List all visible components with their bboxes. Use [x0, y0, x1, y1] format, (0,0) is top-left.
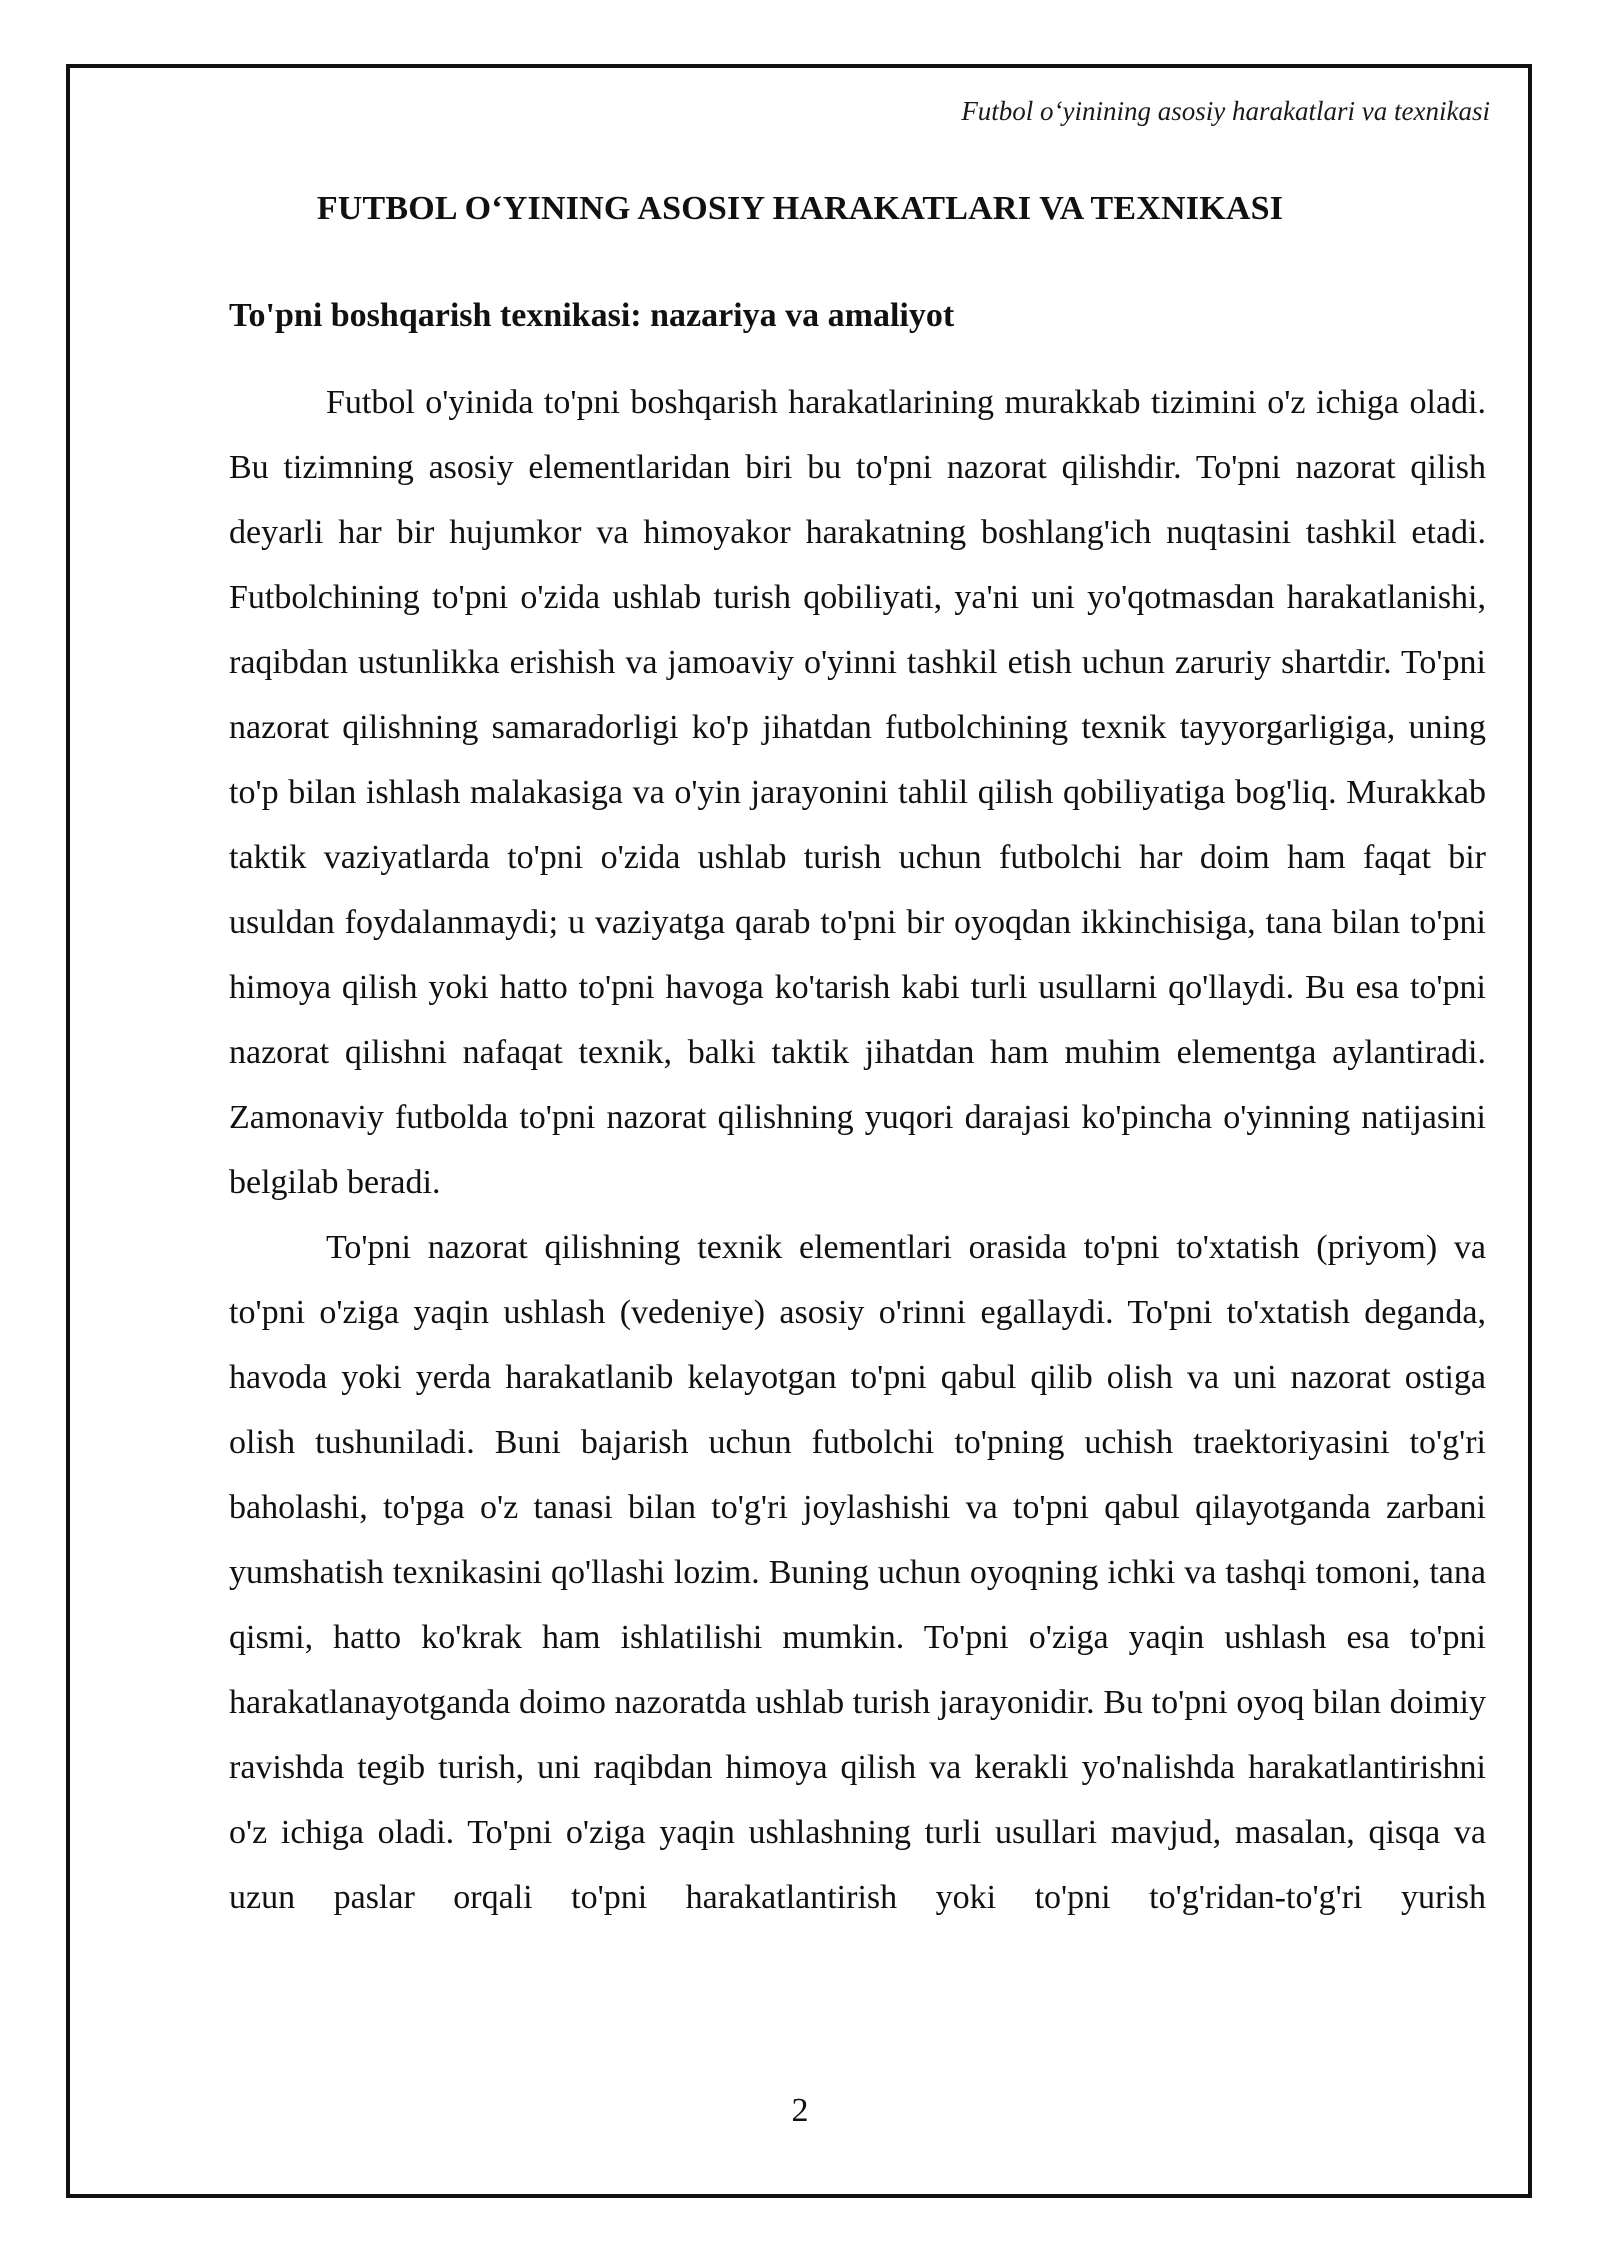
document-title: FUTBOL O‘YINING ASOSIY HARAKATLARI VA TEXNIKASI: [316, 190, 1284, 227]
paragraph: Futbol o'yinida to'pni boshqarish harakatlarining murakkab tizimini o'z ichiga oladi. Bu tizimning asosiy elementlaridan biri bu to'pni nazorat qilishdir. To'pni nazorat qilish deyarli har bir hujumkor va himoyakor harakatning boshlang'ich nuqtasini tashkil etadi. Futbolchining to'pni o'zida ushlab turish qobiliyati, ya'ni uni yo'qotmasdan harakatlanishi, raqibdan ustunlikka erishish va jamoaviy o'yinni tashkil etish uchun zaruriy shartdir. To'pni nazorat qilishning samaradorligi ko'p jihatdan futbolchining texnik tayyorgarligiga, uning to'p bilan ishlash malakasiga va o'yin jarayonini tahlil qilish qobiliyatiga bog'liq. Murakkab taktik vaziyatlarda to'pni o'zida ushlab turish uchun futbolchi har doim ham faqat bir usuldan foydalanmaydi; u vaziyatga qarab to'pni bir oyoqdan ikkinchisiga, tana bilan to'pni himoya qilish yoki hatto to'pni havoga ko'tarish kabi turli usullarni qo'llaydi. Bu esa to'pni nazorat qilishni nafaqat texnik, balki taktik jihatdan ham muhim elementga aylantiradi. Zamonaviy futbolda to'pni nazorat qilishning yuqori darajasi ko'pincha o'yinning natijasini belgilab beradi.: [229, 384, 1486, 1201]
section-heading: To'pni boshqarish texnikasi: nazariya va amaliyot: [229, 297, 955, 334]
body-text: [229, 370, 1486, 1930]
paragraph: To'pni nazorat qilishning texnik elementlari orasida to'pni to'xtatish (priyom) va to'pni o'ziga yaqin ushlash (vedeniye) asosiy o'rinni egallaydi. To'pni to'xtatish deganda, havoda yoki yerda harakatlanib kelayotgan to'pni qabul qilib olish va uni nazorat ostiga olish tushuniladi. Buni bajarish uchun futbolchi to'pning uchish traektoriyasini to'g'ri baholashi, to'pga o'z tanasi bilan to'g'ri joylashishi va to'pni qabul qilayotganda zarbani yumshatish texnikasini qo'llashi lozim. Buning uchun oyoqning ichki va tashqi tomoni, tana qismi, hatto ko'krak ham ishlatilishi mumkin. To'pni o'ziga yaqin ushlash esa to'pni harakatlanayotganda doimo nazoratda ushlab turish jarayonidir. Bu to'pni oyoq bilan doimiy ravishda tegib turish, uni raqibdan himoya qilish va kerakli yo'nalishda harakatlantirishni o'z ichiga oladi. To'pni o'ziga yaqin ushlashning turli usullari mavjud, masalan, qisqa va uzun paslar orqali to'pni harakatlantirish yoki to'pni to'g'ridan-to'g'ri yurish: [229, 1229, 1486, 1916]
running-header: Futbol o‘yinining asosiy harakatlari va texnikasi: [961, 96, 1490, 126]
page-number: 2: [791, 2092, 809, 2129]
